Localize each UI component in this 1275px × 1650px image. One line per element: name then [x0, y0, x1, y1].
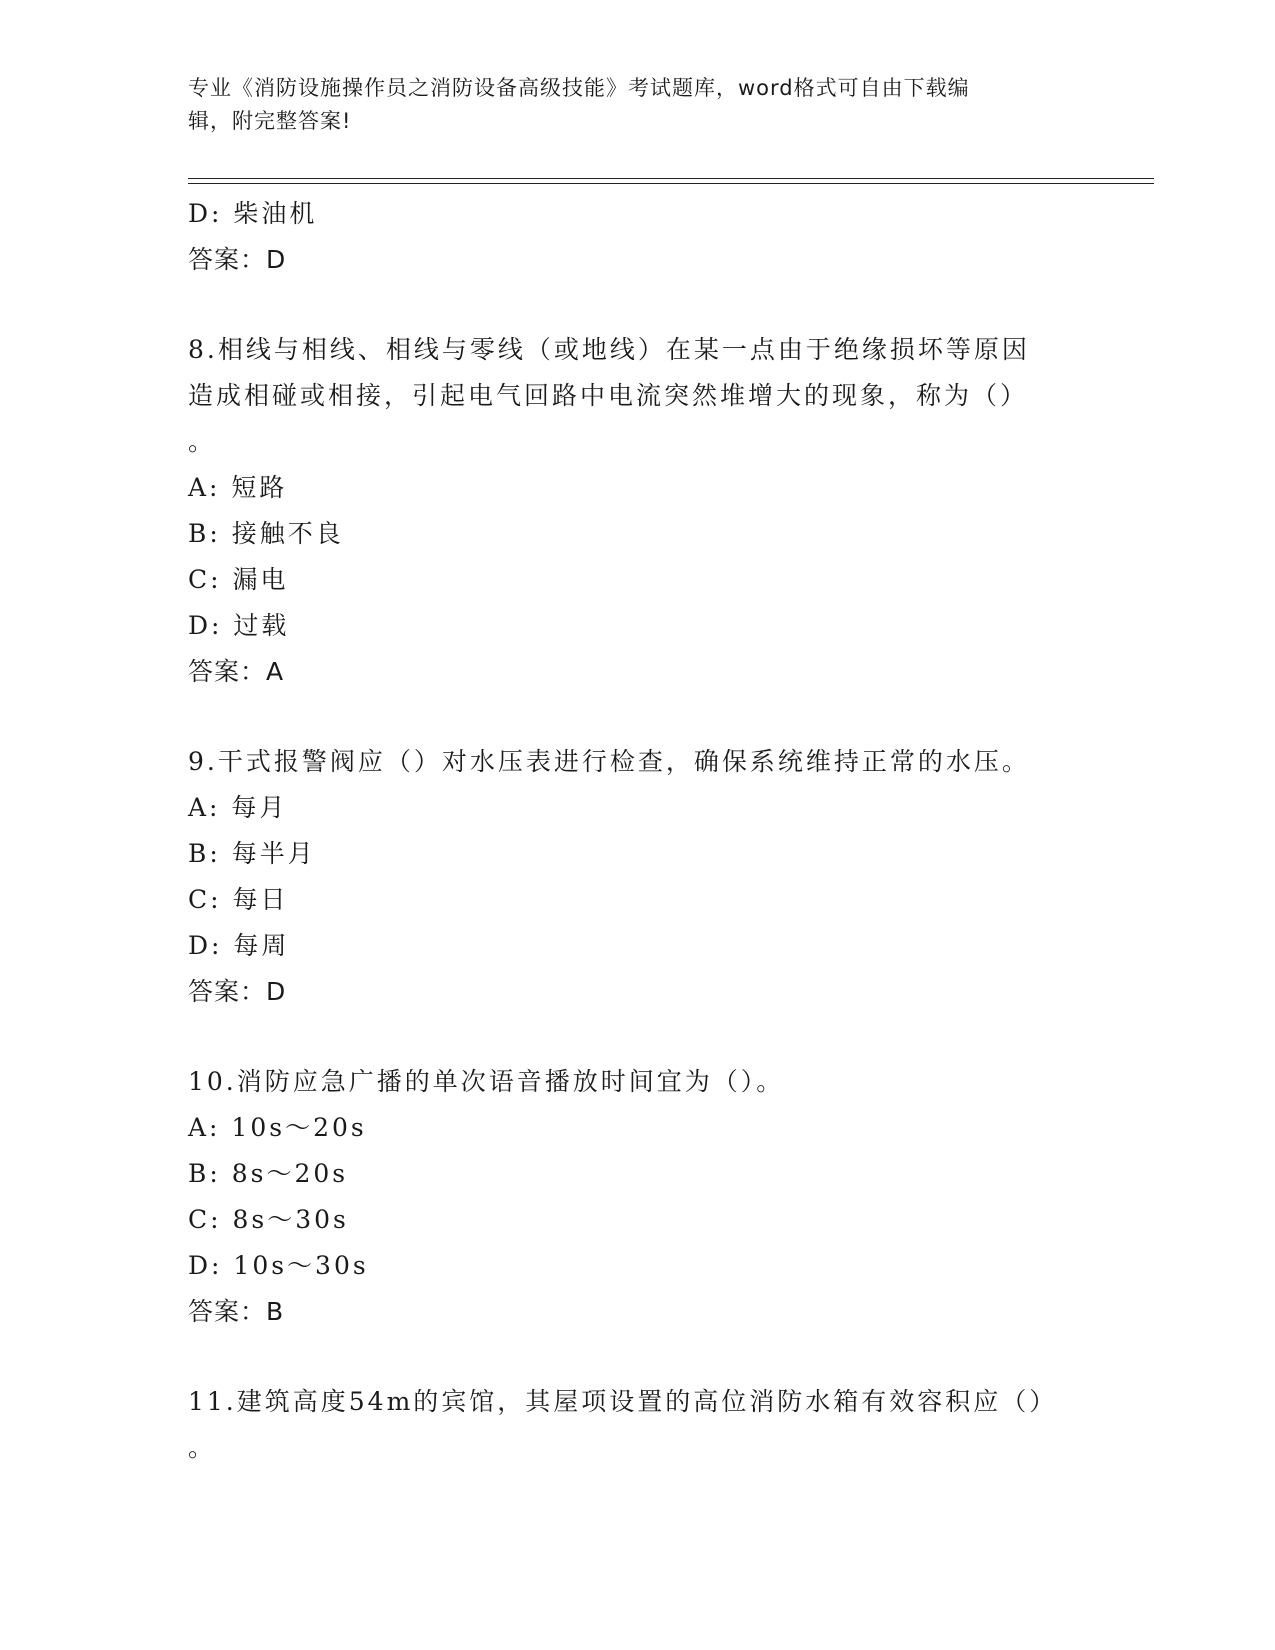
question-10 [188, 1059, 1088, 1335]
option-b: B: 接触不良 [188, 519, 344, 548]
option-d: D: 柴油机 [188, 199, 318, 228]
question-list [188, 191, 1088, 1471]
question-stem-line: 。 [188, 1433, 217, 1462]
question-11 [188, 1379, 1088, 1471]
option-b: B: 每半月 [188, 839, 316, 868]
header-line-1: 专业《消防设施操作员之消防设备高级技能》考试题库，word格式可自由下载编 [188, 76, 970, 100]
question-stem-line: 。 [188, 427, 217, 456]
option-d: D: 每周 [188, 931, 290, 960]
option-a: A: 每月 [188, 793, 288, 822]
option-d: D: 10s～30s [188, 1251, 369, 1280]
header-divider-top [188, 178, 1154, 179]
option-b: B: 8s～20s [188, 1159, 349, 1188]
question-8 [188, 327, 1088, 695]
question-stem-line: 11.建筑高度54m的宾馆，其屋项设置的高位消防水箱有效容积应（） [188, 1387, 1058, 1416]
document-header [188, 72, 1068, 138]
answer-line: 答案：D [188, 977, 287, 1006]
option-d: D: 过载 [188, 611, 290, 640]
answer-line: 答案：D [188, 245, 287, 274]
header-line-2: 辑，附完整答案! [188, 109, 352, 133]
option-a: A: 10s～20s [188, 1113, 367, 1142]
question-stem-line: 10.消防应急广播的单次语音播放时间宜为（）。 [188, 1067, 785, 1096]
option-a: A: 短路 [188, 473, 288, 502]
option-c: C: 8s～30s [188, 1205, 349, 1234]
question-stem-line: 9.干式报警阀应（）对水压表进行检查，确保系统维持正常的水压。 [188, 747, 1030, 776]
question-stem-line: 8.相线与相线、相线与零线（或地线）在某一点由于绝缘损坏等原因 [188, 335, 1030, 364]
question-9 [188, 739, 1088, 1015]
question-7-tail [188, 191, 1088, 283]
option-c: C: 每日 [188, 885, 289, 914]
question-stem-line: 造成相碰或相接，引起电气回路中电流突然堆增大的现象，称为（） [188, 381, 1029, 410]
answer-line: 答案：A [188, 657, 285, 686]
answer-line: 答案：B [188, 1297, 285, 1326]
option-c: C: 漏电 [188, 565, 289, 594]
header-divider-bottom [188, 183, 1154, 184]
